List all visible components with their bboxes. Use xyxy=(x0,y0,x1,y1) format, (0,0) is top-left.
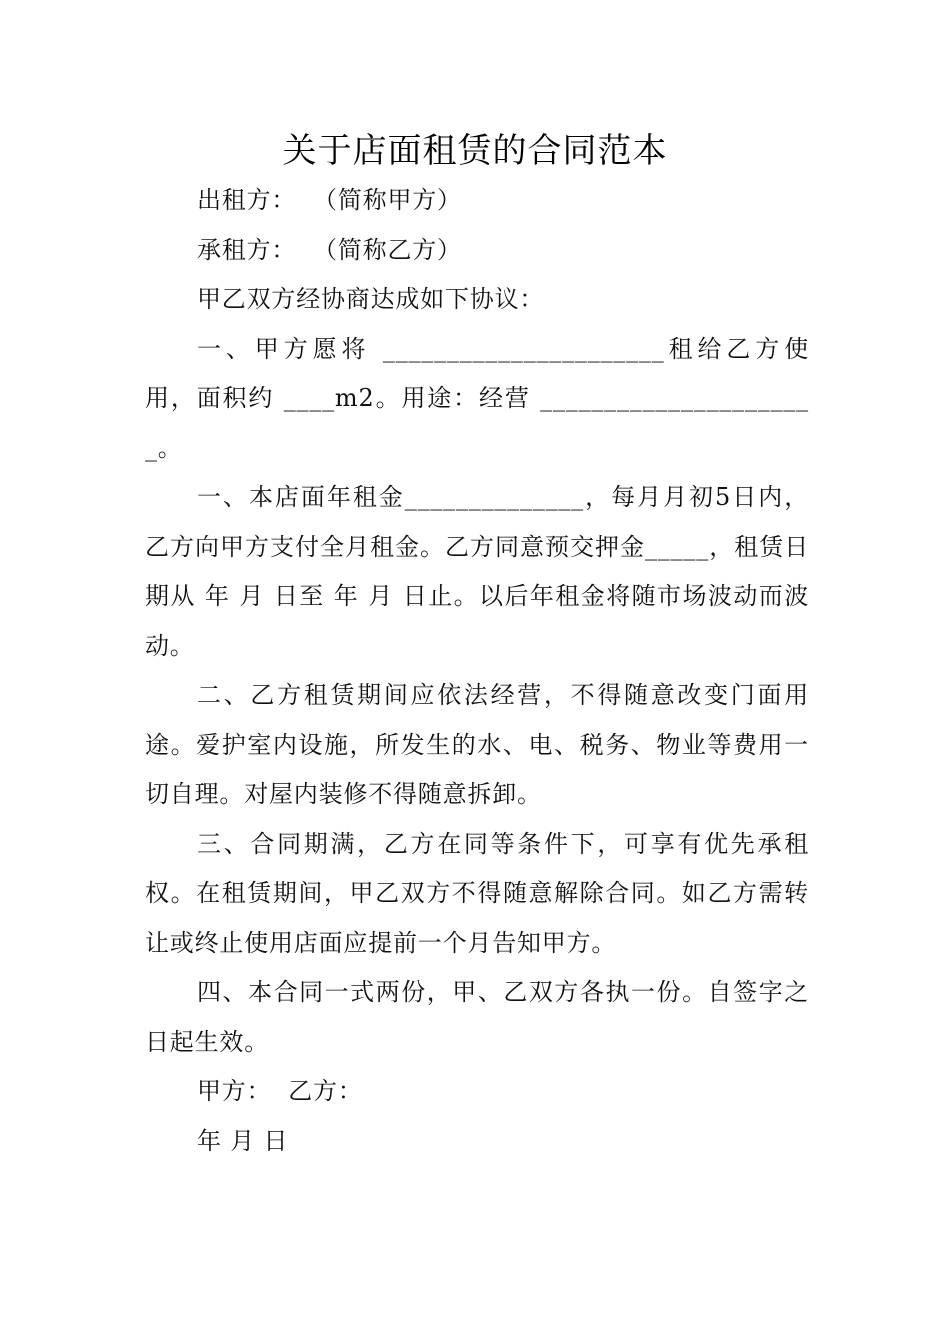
signature-line: 甲方： 乙方： xyxy=(197,1077,363,1105)
clause-4: 三、合同期满，乙方在同等条件下，可享有优先承租权。在租赁期间，甲乙双方不得随意解除合同。如乙方需转让或终止使用店面应提前一个月告知甲方。 xyxy=(145,829,809,957)
intro-line: 甲乙双方经协商达成如下协议： xyxy=(197,285,545,313)
clause-1: 一、甲方愿将 ______________________租给乙方使用，面积约 ____m2。用途：经营 ______________________。 xyxy=(145,334,809,462)
date-line: 年 月 日 xyxy=(197,1126,289,1155)
document-title: 关于店面租赁的合同范本 xyxy=(282,131,668,171)
lessee-line: 承租方： （简称乙方） xyxy=(197,235,462,264)
clause-5: 四、本合同一式两份，甲、乙双方各执一份。自签字之日起生效。 xyxy=(145,978,809,1056)
clause-2: 一、本店面年租金______________，每月月初5日内，乙方向甲方支付全月租金。乙方同意预交押金_____，租赁日期从 年 月 日至 年 月 日止。以后年租金将随市场波动而波动。 xyxy=(145,483,809,660)
document-body xyxy=(145,176,809,1166)
clause-3: 二、乙方租赁期间应依法经营，不得随意改变门面用途。爱护室内设施，所发生的水、电、税务、物业等费用一切自理。对屋内装修不得随意拆卸。 xyxy=(145,681,809,808)
lessor-line: 出租方： （简称甲方） xyxy=(197,186,462,214)
